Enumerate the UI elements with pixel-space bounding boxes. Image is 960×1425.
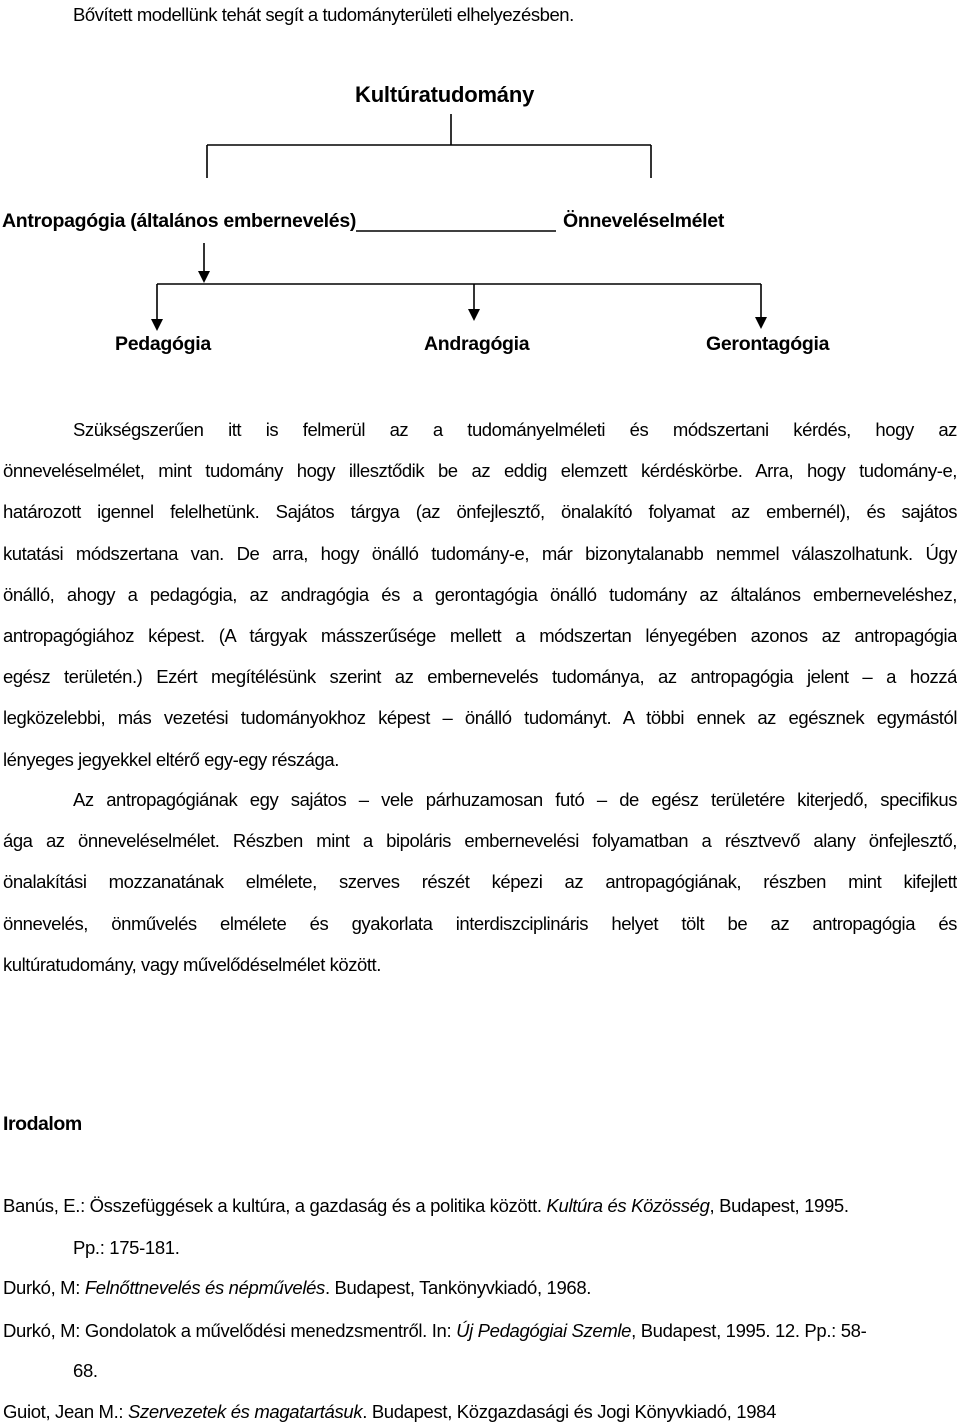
paragraph-line: lényeges jegyekkel eltérő egy-egy részága. xyxy=(3,748,339,770)
arrow-down-icon xyxy=(755,317,767,329)
reference-item xyxy=(3,1320,958,1342)
arrow-down-icon xyxy=(151,319,163,331)
reference-title: Felnőttnevelés és népművelés xyxy=(84,1277,325,1298)
reference-title: Szervezetek és magatartásuk xyxy=(127,1401,363,1422)
paragraph-line: Szükségszerűen itt is felmerül az a tudományelméleti és módszertani kérdés, hogy az xyxy=(73,419,957,440)
reference-title: Új Pedagógiai Szemle xyxy=(456,1320,632,1341)
paragraph-line: határozott igennel felelhetünk. Sajátos tárgya (az önfejlesztő, önalakító folyamat az embernél), és sajátos xyxy=(3,501,957,523)
paragraph-1 xyxy=(3,409,957,780)
paragraph-line: egész területén.) Ezért megítélésünk szerint az embernevelés tudománya, az antropagógia jelent – a hozzá xyxy=(3,666,957,688)
reference-text: Durkó, M: Gondolatok a művelődési menedzsmentről. In: xyxy=(3,1320,457,1341)
paragraph-line: önálló, ahogy a pedagógia, az andragógia és a gerontagógia önálló tudomány az általános emberneveléshez, xyxy=(3,583,957,605)
references-heading: Irodalom xyxy=(3,1113,82,1135)
node-child-2: Andragógia xyxy=(424,333,530,355)
reference-continuation: Pp.: 175-181. xyxy=(73,1237,180,1258)
paragraph-line: kutatási módszertana van. De arra, hogy önálló tudomány-e, már bizonytalanabb nemmel válaszolhatunk. Úgy xyxy=(3,542,957,564)
paragraph-line: önalakítási mozzanatának elmélete, szerves részét képezi az antropagógiának, részben mint kifejlett xyxy=(3,871,957,893)
reference-item xyxy=(3,1401,958,1423)
reference-continuation: 68. xyxy=(73,1360,98,1381)
paragraph-line: antropagógiához képest. (A tárgyak másszerűsége mellett a módszertan lényegében azonos az antropagógia xyxy=(3,624,957,646)
reference-text: , Budapest, 1995. 12. Pp.: 58- xyxy=(631,1320,867,1341)
hierarchy-diagram xyxy=(0,0,960,340)
arrow-down-icon xyxy=(468,309,480,321)
reference-text: , Budapest, 1995. xyxy=(709,1195,849,1216)
paragraph-line: önnevelés, önművelés elmélete és gyakorlata interdiszciplináris helyet tölt be az antropagógia és xyxy=(3,912,957,934)
node-root: Kultúratudomány xyxy=(355,82,535,107)
paragraph-line: Az antropagógiának egy sajátos – vele párhuzamosan futó – de egész területére kiterjedő, specifikus xyxy=(73,789,957,810)
arrow-down-icon xyxy=(198,271,210,283)
reference-text: . Budapest, Tankönyvkiadó, 1968. xyxy=(324,1277,592,1298)
reference-text: Durkó, M: xyxy=(3,1277,85,1298)
paragraph-2 xyxy=(3,779,957,985)
reference-text: Guiot, Jean M.: xyxy=(3,1401,128,1422)
node-child-1: Pedagógia xyxy=(115,333,211,355)
intro-line: Bővített modellünk tehát segít a tudományterületi elhelyezésben. xyxy=(73,4,574,25)
reference-title: Kultúra és Közösség xyxy=(546,1195,710,1216)
reference-item xyxy=(3,1195,958,1217)
paragraph-line: önneveléselmélet, mint tudomány hogy illesztődik be az eddig elemzett kérdéskörbe. Arra, hogy tudomány-e, xyxy=(3,460,957,482)
reference-text: Banús, E.: Összefüggések a kultúra, a gazdaság és a politika között. xyxy=(3,1195,547,1216)
paragraph-line: legközelebbi, más vezetési tudományokhoz képest – önálló tudományt. A többi ennek az egésznek egymástól xyxy=(3,707,957,729)
paragraph-line: kultúratudomány, vagy művelődéselmélet között. xyxy=(3,953,381,975)
node-right: Önneveléselmélet xyxy=(563,210,725,232)
reference-item xyxy=(3,1277,958,1299)
reference-text: . Budapest, Közgazdasági és Jogi Könyvkiadó, 1984 xyxy=(362,1401,777,1422)
paragraph-line: ága az önneveléselmélet. Részben mint a bipoláris embernevelési folyamatban a résztvevő alany önfejlesztő, xyxy=(3,830,957,852)
node-left: Antropagógia (általános embernevelés) xyxy=(2,210,357,232)
node-child-3: Gerontagógia xyxy=(706,333,830,355)
